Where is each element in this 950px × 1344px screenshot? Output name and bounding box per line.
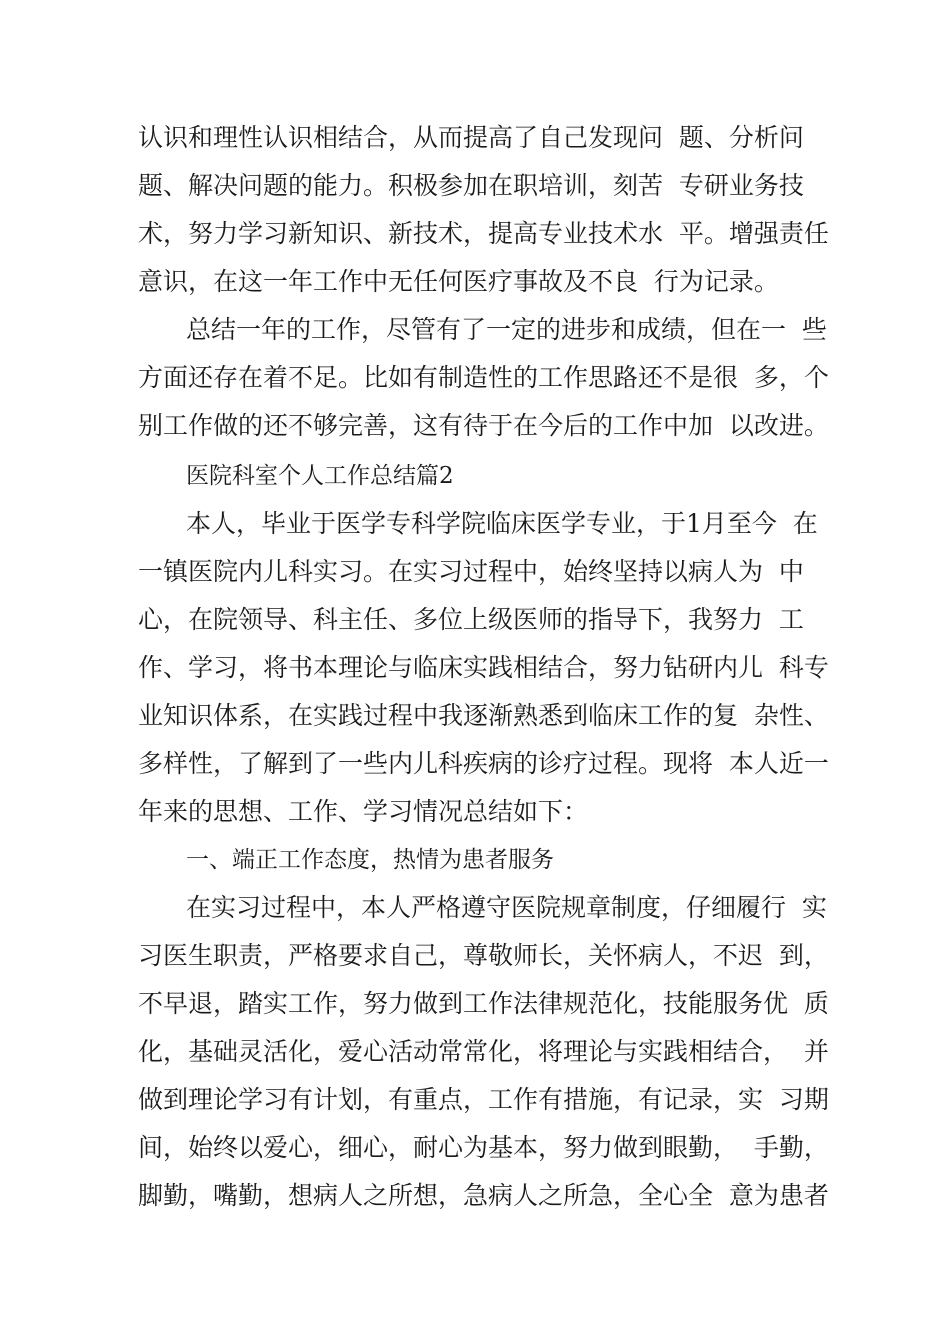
paragraph-line: 在实习过程中，本人严格遵守医院规章制度，仔细履行 实 (186, 893, 827, 922)
paragraph-line: 不早退，踏实工作，努力做到工作法律规范化，技能服务优 质 (138, 989, 829, 1018)
paragraph-line: 意识，在这一年工作中无任何医疗事故及不良 行为记录。 (138, 267, 779, 296)
subsection-title: 一、端正工作态度，热情为患者服务 (186, 847, 554, 873)
paragraph-line: 做到理论学习有计划，有重点，工作有措施，有记录，实 习期 (138, 1085, 829, 1114)
paragraph-line: 题、解决问题的能力。积极参加在职培训，刻苦 专研业务技 (138, 171, 804, 200)
paragraph-line: 本人，毕业于医学专科学院临床医学专业，于1月至今 在 (186, 509, 818, 538)
paragraph-line: 认识和理性认识相结合，从而提高了自己发现问 题、分析问 (138, 123, 804, 152)
paragraph-line: 间，始终以爱心，细心，耐心为基本，努力做到眼勤， 手勤， (138, 1133, 829, 1162)
paragraph-line: 脚勤，嘴勤，想病人之所想，急病人之所急，全心全 意为患者 (138, 1181, 829, 1210)
paragraph-line: 别工作做的还不够完善，这有待于在今后的工作中加 以改进。 (138, 411, 829, 440)
paragraph-line: 一镇医院内儿科实习。在实习过程中，始终坚持以病人为 中 (138, 557, 804, 586)
paragraph-line: 心，在院领导、科主任、多位上级医师的指导下，我努力 工 (138, 605, 804, 634)
paragraph-line: 方面还存在着不足。比如有制造性的工作思路还不是很 多，个 (138, 363, 829, 392)
paragraph-line: 习医生职责，严格要求自己，尊敬师长，关怀病人，不迟 到， (138, 941, 829, 970)
paragraph-line: 业知识体系，在实践过程中我逐渐熟悉到临床工作的复 杂性、 (138, 701, 829, 730)
paragraph-line: 年来的思想、工作、学习情况总结如下： (138, 797, 589, 826)
paragraph-line: 术，努力学习新知识、新技术，提高专业技术水 平。增强责任 (138, 219, 829, 248)
section-title: 医院科室个人工作总结篇2 (186, 463, 454, 489)
paragraph-line: 总结一年的工作，尽管有了一定的进步和成绩，但在一 些 (186, 315, 827, 344)
paragraph-line: 化，基础灵活化，爱心活动常常化，将理论与实践相结合， 并 (138, 1037, 829, 1066)
paragraph-line: 作、学习，将书本理论与临床实践相结合，努力钻研内儿 科专 (138, 653, 829, 682)
paragraph-line: 多样性，了解到了一些内儿科疾病的诊疗过程。现将 本人近一 (138, 749, 829, 778)
